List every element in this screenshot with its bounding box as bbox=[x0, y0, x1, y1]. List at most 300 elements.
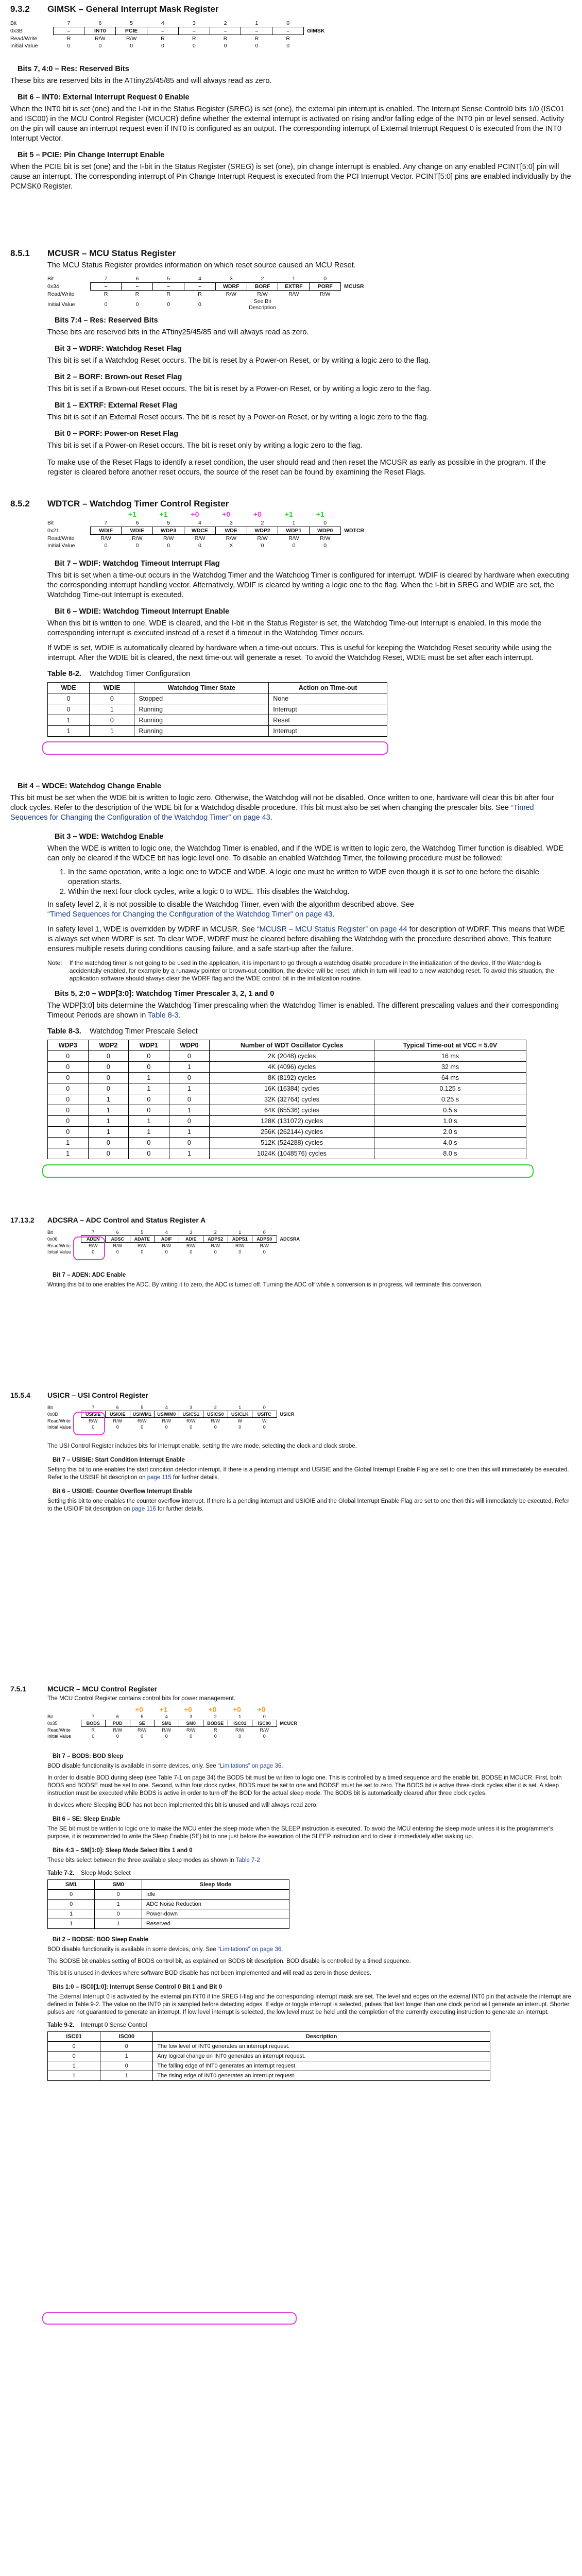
register-bit-cell: 2 bbox=[261, 520, 264, 526]
register-init-cell: 0 bbox=[104, 543, 108, 549]
register-row-label: Initial Value bbox=[47, 301, 75, 308]
bit-text: In safety level 1, WDE is overridden by WDRF in MCUSR. See “MCUSR – MCU Status Register” on page 44 for description of WDRF. This means that WDE is always set when WDRF is set. To clear WDE, WDRF must be cleared before disabling the Watchdog with the procedure described above. This feature ensures multiple resets during conditions causing failure, and a safe start-up after the failure. bbox=[47, 925, 565, 953]
register-name-cell: ADSC bbox=[106, 1236, 130, 1243]
register-init-cell: 0 bbox=[92, 1734, 95, 1739]
section-adcsra bbox=[10, 1216, 572, 1386]
table-header-row bbox=[48, 1040, 526, 1051]
register-rw-cell: W bbox=[237, 1418, 242, 1423]
register-bit-row bbox=[47, 519, 377, 527]
register-spacer bbox=[341, 291, 377, 298]
table-cell: 0 bbox=[95, 1909, 142, 1919]
register-bit-cell: 4 bbox=[161, 20, 164, 26]
register-rw-cell: R/W bbox=[89, 1243, 98, 1248]
register-rw-cell: R/W bbox=[113, 1727, 122, 1733]
register-spacer bbox=[277, 1229, 305, 1236]
table-cell: 0 bbox=[48, 2052, 100, 2061]
bit-text: This bit must be set when the WDE bit is written to logic zero. Otherwise, the Watchdog will not be disabled. Once written to one, hardware will clear this bit after four clock cycles. Refer to the description of the WDE bit for a Watchdog disable procedure. This bit must also be set when changing the prescaler bits. See “Timed Sequences for Changing the Configuration of the Watchdog Timer” on page 43. bbox=[10, 794, 555, 822]
register-address: 0x0D bbox=[47, 1412, 59, 1417]
table-cell: 0.125 s bbox=[374, 1083, 526, 1094]
table-cell: 1 bbox=[129, 1127, 169, 1138]
register-init-cell: 0 bbox=[263, 1734, 266, 1739]
table-cell: 1 bbox=[169, 1127, 210, 1138]
bit-annotation: +1 bbox=[159, 1705, 168, 1714]
register-row-label: Bit bbox=[47, 276, 54, 282]
register-spacer bbox=[277, 1733, 305, 1739]
register-name-cell: – bbox=[241, 27, 272, 35]
register-bit-cell: 7 bbox=[92, 1714, 95, 1719]
cross-reference-link[interactable]: Table 8-3. bbox=[148, 1011, 181, 1020]
register-bit-cell: 7 bbox=[67, 20, 71, 26]
table-header-row bbox=[48, 683, 387, 693]
table-row bbox=[48, 1116, 526, 1127]
bit-text: This bit is set when a time-out occurs in the Watchdog Timer and the Watchdog Timer is configured for interrupt. WDIF is cleared by hardware when executing the corresponding interrupt handling vector. Alternatively, WDIF is cleared by writing a logic one to the flag. When the I-bit in SREG and WDIE are set, the Watchdog Time-out Interrupt is executed. bbox=[47, 571, 569, 599]
table-header-cell: WDIE bbox=[90, 683, 134, 693]
register-rw-cell: R bbox=[286, 36, 290, 42]
register-name-cell: – bbox=[90, 283, 122, 291]
register-bit-cell: 1 bbox=[238, 1405, 242, 1410]
register-name-cell: BODS bbox=[81, 1720, 106, 1727]
table-cell: Interrupt bbox=[269, 704, 387, 715]
register-init-cell: 0 bbox=[141, 1734, 144, 1739]
bit-annotation: +1 bbox=[284, 510, 293, 518]
register-rw-cell: R bbox=[135, 291, 140, 297]
register-bit-cell: 5 bbox=[141, 1230, 144, 1235]
bit-text: In order to disable BOD during sleep (see Table 7-1 on page 34) the BODS bit must be written to logic one. This is controlled by a timed sequence and the enable bit, BODSE in MCUCR. First, both BODS and BODSE must be set to one. Second, within four clock cycles, BODS must be set to one and BODSE must be set to zero. The BODS bit is active three clock cycles after it is set. A sleep instruction must be executed while BODS is active in order to turn off the BOD for the actual sleep mode. The BODS bit is automatically cleared after three clock cycles. bbox=[47, 1775, 562, 1797]
table-cell: 0 bbox=[48, 693, 90, 704]
register-init-cell: 0 bbox=[198, 301, 201, 308]
table-cell: Stopped bbox=[134, 693, 269, 704]
register-row-label: Read/Write bbox=[47, 1418, 71, 1423]
bit-text: BOD disable functionality is available in some devices, only. See “Limitations” on page 36. bbox=[47, 1763, 283, 1769]
register-bit-cell: 5 bbox=[130, 20, 133, 26]
register-init-cell: 0 bbox=[116, 1249, 119, 1255]
bit-annotation: +0 bbox=[222, 510, 231, 518]
register-name-cell: WDP1 bbox=[278, 527, 310, 535]
register-init-cell: 0 bbox=[224, 43, 227, 49]
table-cell: 1 bbox=[129, 1083, 169, 1094]
table-cell: 128K (131072) cycles bbox=[210, 1116, 374, 1127]
table-cell: 0 bbox=[169, 1094, 210, 1105]
register-rw-cell: R bbox=[104, 291, 108, 297]
register-name: MCUSR bbox=[344, 283, 364, 290]
table-header-cell: Watchdog Timer State bbox=[134, 683, 269, 693]
bit-text: These bits select between the three available sleep modes as shown in Table 7-2 bbox=[47, 1857, 260, 1863]
register-init-cell: 0 bbox=[130, 43, 133, 49]
register-rw-cell: R/W bbox=[163, 535, 174, 541]
register-init-cell: 0 bbox=[292, 543, 296, 549]
table-cell: 0 bbox=[48, 1127, 89, 1138]
register-row-label: Bit bbox=[47, 1714, 53, 1720]
bit-heading: Bits 7:4 – Res: Reserved Bits bbox=[55, 316, 158, 325]
register-name-cell: PORF bbox=[310, 283, 341, 291]
table-row bbox=[48, 2061, 490, 2071]
register-bit-cell: 1 bbox=[292, 520, 296, 526]
section-title: USICR – USI Control Register bbox=[47, 1391, 149, 1399]
table-cell: 1 bbox=[48, 1138, 89, 1148]
register-init-cell: 0 bbox=[192, 43, 196, 49]
register-bit-cell: 0 bbox=[323, 276, 327, 282]
register-name-cell: INT0 bbox=[84, 27, 116, 35]
table-cell: Reset bbox=[269, 715, 387, 726]
register-bit-cell: 4 bbox=[198, 520, 201, 526]
section-title: GIMSK – General Interrupt Mask Register bbox=[47, 4, 219, 14]
register-spacer bbox=[341, 298, 377, 311]
register-bit-cell: 3 bbox=[190, 1405, 193, 1410]
register-init-cell: 0 bbox=[286, 43, 290, 49]
register-address: 0x21 bbox=[47, 528, 59, 534]
register-bit-cell: 3 bbox=[190, 1714, 193, 1719]
register-bit-cell: 0 bbox=[263, 1405, 266, 1410]
bit-text: When the INT0 bit is set (one) and the I-bit in the Status Register (SREG) is set (one), the external pin interrupt is enabled. The Interrupt Sense Control0 bits 1/0 (ISC01 and ISC00) in the MCU Control Register (MCUCR) define whether the external interrupt is activated on rising and/or falling edge of the INT0 pin or level sensed. Activity on the pin will cause an interrupt request even if INT0 is configured as an output. The corresponding interrupt of External Interrupt Request 0 is executed from the INT0 Interrupt Vector. bbox=[10, 105, 564, 143]
register-bit-row bbox=[47, 1714, 305, 1720]
table-row bbox=[48, 1890, 289, 1900]
register-row-label: Bit bbox=[47, 520, 54, 527]
procedure-list bbox=[47, 868, 572, 897]
bit-text: When the WDE is written to logic one, the Watchdog Timer is enabled, and if the WDE is written to logic zero, the Watchdog Timer function is disabled. WDE can only be cleared if the WDCE bit has logic level one. To disable an enabled Watchdog Timer, the following procedure must be followed: bbox=[47, 844, 564, 862]
bit-annotation: +0 bbox=[233, 1705, 241, 1714]
register-name-cell: WDP3 bbox=[153, 527, 184, 535]
bit-heading: Bit 7 – BODS: BOD Sleep bbox=[53, 1753, 124, 1759]
table-cell: 1 bbox=[169, 1083, 210, 1094]
register-bit-cell: 2 bbox=[214, 1230, 217, 1235]
bit-text: Setting this bit to one enables the start condition detector interrupt. If there is a pending interrupt and USISIE and the Global Interrupt Enable Flag are set to one then this will immediately be executed. Refer to the USISIF bit description on page 115 for further details. bbox=[47, 1467, 569, 1481]
register-rw-cell: R bbox=[91, 1727, 95, 1733]
register-name-cell: – bbox=[153, 283, 184, 291]
bit-annotation: +0 bbox=[191, 510, 199, 518]
bit-text: The BODSE bit enables setting of BODS control bit, as explained on BODS bit description. BOD disable is controlled by a timed sequence. bbox=[47, 1958, 411, 1964]
register-init-cell bbox=[215, 298, 247, 311]
section-gimsk bbox=[10, 4, 572, 210]
register-rw-cell: R/W bbox=[186, 1727, 196, 1733]
table-cell: The falling edge of INT0 generates an interrupt request. bbox=[153, 2061, 490, 2071]
table-cell: 2K (2048) cycles bbox=[210, 1051, 374, 1062]
table-header-cell: Sleep Mode bbox=[142, 1880, 289, 1890]
register-init-cell: 0 bbox=[67, 43, 71, 49]
section-usicr bbox=[10, 1391, 572, 1680]
table-cell: 8.0 s bbox=[374, 1148, 526, 1159]
table-header-row bbox=[48, 1880, 289, 1890]
table-cell: 512K (524288) cycles bbox=[210, 1138, 374, 1148]
table-cell: 0 bbox=[48, 1900, 95, 1909]
section-number: 17.13.2 bbox=[10, 1216, 35, 1224]
register-spacer bbox=[341, 519, 377, 527]
table-cell: 0 bbox=[129, 1138, 169, 1148]
table-cell: The low level of INT0 generates an interrupt request. bbox=[153, 2042, 490, 2052]
table-row bbox=[48, 693, 387, 704]
register-bit-cell: 2 bbox=[261, 276, 264, 282]
register-rw-cell: R/W bbox=[211, 1243, 220, 1248]
bit-text: This bit is set if an External Reset occurs. The bit is reset by a Power-on Reset, or by writing a logic zero to the flag. bbox=[47, 413, 429, 421]
table-cell: 1 bbox=[169, 1062, 210, 1073]
table-cell: 0 bbox=[129, 1094, 169, 1105]
table-cell: None bbox=[269, 693, 387, 704]
register-init-cell: X bbox=[229, 543, 233, 549]
table-cell: 1 bbox=[48, 2071, 100, 2081]
table-cell: Idle bbox=[142, 1890, 289, 1900]
bit-heading: Bit 1 – EXTRF: External Reset Flag bbox=[55, 401, 178, 410]
table-cell: 0 bbox=[48, 1094, 89, 1105]
register-name-cell: SM0 bbox=[179, 1720, 203, 1727]
table-row bbox=[48, 1083, 526, 1094]
register-name-cell: USICS1 bbox=[179, 1411, 203, 1418]
register-init-cell: 0 bbox=[141, 1249, 144, 1255]
register-rw-cell: R/W bbox=[186, 1418, 196, 1423]
register-bit-cell: 3 bbox=[229, 276, 233, 282]
register-name-cell: WDP2 bbox=[247, 527, 278, 535]
table-cell: 64 ms bbox=[374, 1073, 526, 1083]
register-bit-cell: 6 bbox=[116, 1405, 119, 1410]
table-cell: 0 bbox=[88, 1083, 129, 1094]
register-name-cell: EXTRF bbox=[278, 283, 310, 291]
table-header-cell: Description bbox=[153, 2032, 490, 2042]
bit-heading: Bit 6 – USIOIE: Counter Overflow Interrupt Enable bbox=[53, 1488, 193, 1495]
table-row bbox=[48, 1900, 289, 1909]
section-title: MCUSR – MCU Status Register bbox=[47, 248, 176, 258]
cross-reference-link[interactable]: page 115 bbox=[147, 1475, 172, 1481]
bit-annotation: +1 bbox=[159, 510, 168, 518]
table-cell: Reserved bbox=[142, 1919, 289, 1929]
section-wdtcr bbox=[10, 499, 572, 1210]
register-init-cell: See Bit Description bbox=[249, 298, 276, 311]
section-number: 8.5.2 bbox=[10, 499, 30, 509]
cross-reference-link[interactable]: “Limitations” on page 36 bbox=[217, 1946, 282, 1953]
bit-annotation: +0 bbox=[135, 1705, 143, 1714]
bit-annotation: +1 bbox=[316, 510, 324, 518]
table-cell: 0 bbox=[169, 1116, 210, 1127]
register-name-cell: WDRF bbox=[215, 283, 247, 291]
section-title: MCUCR – MCU Control Register bbox=[47, 1685, 158, 1693]
register-row-label: Bit bbox=[47, 1405, 53, 1411]
bit-heading: Bit 2 – BORF: Brown-out Reset Flag bbox=[55, 373, 182, 381]
bit-heading: Bit 7 – USISIE: Start Condition Interrupt Enable bbox=[53, 1457, 185, 1463]
table-prescale-select bbox=[47, 1040, 526, 1159]
register-name-cell: – bbox=[272, 27, 304, 35]
cross-reference-link[interactable]: Table 7-2 bbox=[235, 1857, 260, 1863]
register-rw-cell: R/W bbox=[260, 1243, 269, 1248]
section-number: 8.5.1 bbox=[10, 248, 30, 258]
bit-annotation: +0 bbox=[208, 1705, 217, 1714]
register-name: GIMSK bbox=[307, 28, 325, 34]
highlight-box bbox=[42, 741, 388, 755]
register-name-cell: USICS0 bbox=[203, 1411, 228, 1418]
register-rw-cell: R bbox=[166, 291, 170, 297]
register-name-cell: ADIE bbox=[179, 1236, 203, 1243]
bit-heading: Bits 1:0 – ISC0[1:0]: Interrupt Sense Control 0 Bit 1 and Bit 0 bbox=[53, 1984, 222, 1990]
bit-text: The External Interrupt 0 is activated by the external pin INT0 if the SREG I-flag and the corresponding interrupt mask are set. The level and edges on the external INT0 pin that activate the interrupt are defined in Table 9-2. The value on the INT0 pin is sampled before detecting edges. If edge or toggle interrupt is selected, pulses that last longer than one clock period will generate an interrupt. Shorter pulses are not guaranteed to generate an interrupt. If low level interrupt is selected, the low level must be held until the completion of the currently executing instruction to generate an interrupt. bbox=[47, 1994, 571, 2015]
register-rw-cell: R/W bbox=[162, 1418, 171, 1423]
register-rw-cell: R/W bbox=[257, 535, 268, 541]
register-spacer bbox=[277, 1727, 305, 1734]
register-bit-cell: 5 bbox=[141, 1714, 144, 1719]
table-cell: 0 bbox=[129, 1105, 169, 1116]
table-cell: 1 bbox=[88, 1127, 129, 1138]
register-rw-cell: R/W bbox=[260, 1727, 269, 1733]
register-row-label: Read/Write bbox=[47, 291, 75, 297]
register-init-cell: 0 bbox=[141, 1425, 144, 1430]
register-rw-cell: R/W bbox=[113, 1243, 122, 1248]
register-bit-cell: 1 bbox=[292, 276, 296, 282]
register-bit-cell: 7 bbox=[104, 276, 108, 282]
register-bit-cell: 1 bbox=[238, 1714, 242, 1719]
table-cell: 4K (4096) cycles bbox=[210, 1062, 374, 1073]
register-address: 0x35 bbox=[47, 1721, 58, 1726]
register-address: 0x3B bbox=[10, 28, 23, 34]
register-name-cell: ISC00 bbox=[252, 1720, 277, 1727]
register-bit-cell: 7 bbox=[92, 1405, 95, 1410]
register-bits-row bbox=[47, 283, 377, 291]
table-sleep-mode bbox=[47, 1879, 289, 1929]
register-name-cell: ADPS2 bbox=[203, 1236, 228, 1243]
register-bit-cell: 6 bbox=[116, 1230, 119, 1235]
table-cell: 0 bbox=[48, 1890, 95, 1900]
register-bit-cell: 6 bbox=[135, 520, 139, 526]
register-rw-row bbox=[47, 291, 377, 298]
register-bit-cell: 0 bbox=[323, 520, 327, 526]
register-rw-cell: R/W bbox=[288, 535, 299, 541]
register-row-label: Read/Write bbox=[47, 1727, 71, 1733]
table-cell: 0 bbox=[88, 1148, 129, 1159]
table-row bbox=[48, 1919, 289, 1929]
register-rw-cell: R/W bbox=[319, 291, 331, 297]
table-cell: 1 bbox=[95, 1919, 142, 1929]
register-name-cell: ADPS0 bbox=[252, 1236, 277, 1243]
register-name-cell: ADEN bbox=[81, 1236, 106, 1243]
table-cell: 1 bbox=[48, 726, 90, 737]
table-cell: 0 bbox=[169, 1051, 210, 1062]
table-cell: 256K (262144) cycles bbox=[210, 1127, 374, 1138]
cross-reference-link[interactable]: page 116 bbox=[131, 1506, 156, 1512]
register-name-cell: SE bbox=[130, 1720, 155, 1727]
register-rw-cell: R/W bbox=[319, 535, 331, 541]
register-init-cell: 0 bbox=[238, 1425, 242, 1430]
register-init-cell: 0 bbox=[198, 543, 201, 549]
register-spacer bbox=[341, 535, 377, 543]
register-bit-cell: 5 bbox=[167, 276, 170, 282]
section-title: WDTCR – Watchdog Timer Control Register bbox=[47, 499, 229, 509]
bit-heading: Bit 7 – ADEN: ADC Enable bbox=[53, 1272, 126, 1278]
table-cell: 1 bbox=[48, 2061, 100, 2071]
table-cell: 0 bbox=[88, 1062, 129, 1073]
register-init-cell: 0 bbox=[190, 1734, 193, 1739]
register-spacer bbox=[277, 1249, 305, 1255]
table-header-cell: WDP2 bbox=[88, 1040, 129, 1051]
register-name-cell: WDCE bbox=[184, 527, 216, 535]
table-cell: Interrupt bbox=[269, 726, 387, 737]
register-bit-cell: 0 bbox=[263, 1714, 266, 1719]
register-init-cell: 0 bbox=[165, 1425, 168, 1430]
register-rw-row bbox=[10, 35, 340, 43]
register-rw-cell: R/W bbox=[186, 1243, 196, 1248]
section-title: ADCSRA – ADC Control and Status Register A bbox=[47, 1216, 206, 1224]
register-bit-cell: 2 bbox=[224, 20, 227, 26]
register-rw-cell: R/W bbox=[211, 1418, 220, 1423]
table-cell: 32 ms bbox=[374, 1062, 526, 1073]
register-init-cell: 0 bbox=[263, 1425, 266, 1430]
register-name-cell: USIOIE bbox=[106, 1411, 130, 1418]
highlight-box bbox=[42, 1164, 534, 1178]
table-cell: 0 bbox=[100, 2061, 153, 2071]
register-spacer bbox=[341, 542, 377, 549]
register-name-cell: USICLK bbox=[228, 1411, 252, 1418]
table-cell: 0 bbox=[129, 1148, 169, 1159]
table-row bbox=[48, 1148, 526, 1159]
register-init-cell: 0 bbox=[165, 1249, 168, 1255]
register-bit-row bbox=[47, 1404, 305, 1411]
register-name-cell: PCIE bbox=[116, 27, 147, 35]
register-init-row bbox=[47, 1733, 305, 1739]
bit-text: The WDP[3:0] bits determine the Watchdog Timer prescaling when the Watchdog Timer is enabled. The different prescaling values and their corresponding Timeout Periods are shown in Table 8-3. bbox=[47, 1002, 559, 1020]
table-cell: 1024K (1048576) cycles bbox=[210, 1148, 374, 1159]
register-bit-row bbox=[47, 275, 377, 283]
register-name-cell: ADATE bbox=[130, 1236, 155, 1243]
table-row bbox=[48, 1127, 526, 1138]
table-cell: 0 bbox=[90, 693, 134, 704]
register-name-cell: PUD bbox=[106, 1720, 130, 1727]
register-name-cell: WDIE bbox=[122, 527, 153, 535]
cross-reference-link[interactable]: “MCUSR – MCU Status Register” on page 44 bbox=[256, 925, 407, 934]
cross-reference-link[interactable]: “Limitations” on page 36 bbox=[217, 1763, 282, 1769]
table-cell: Running bbox=[134, 715, 269, 726]
table-header-cell: ISC00 bbox=[100, 2032, 153, 2042]
register-name-cell: WDIF bbox=[90, 527, 122, 535]
bit-text: If WDE is set, WDIE is automatically cleared by hardware when a time-out occurs. This is useful for keeping the Watchdog Reset security while using the interrupt. After the WDIE bit is cleared, the next time-out will generate a reset. To avoid the Watchdog Reset, WDIE must be set after each interrupt. bbox=[47, 644, 552, 662]
table-header-cell: WDP1 bbox=[129, 1040, 169, 1051]
table-cell: 0 bbox=[88, 1073, 129, 1083]
register-init-cell: 0 bbox=[92, 1425, 95, 1430]
bit-heading: Bit 3 – WDRF: Watchdog Reset Flag bbox=[55, 345, 182, 353]
table-cell: ADC Noise Reduction bbox=[142, 1900, 289, 1909]
register-bit-cell: 6 bbox=[116, 1714, 119, 1719]
register-bit-cell: 4 bbox=[165, 1714, 168, 1719]
bit-heading: Bit 3 – WDE: Watchdog Enable bbox=[55, 833, 164, 841]
table-row bbox=[48, 704, 387, 715]
register-init-cell: 0 bbox=[214, 1734, 217, 1739]
table-cell: 0.25 s bbox=[374, 1094, 526, 1105]
note-block: Note: If the watchdog timer is not going to be used in the application, it is important to go through a watchdog disable procedure in the initialization of the device. If the Watchdog is accidentally enabled, for example by a runaway pointer or brown-out condition, the device will be reset, which in turn will lead to a new watchdog reset. To avoid this situation, the application software should always clear the WDRF flag and the WDE control bit in the initialization routine. bbox=[47, 959, 554, 982]
table-row bbox=[48, 1073, 526, 1083]
table-cell: 1 bbox=[88, 1105, 129, 1116]
table-header-cell: Typical Time-out at VCC = 5.0V bbox=[374, 1040, 526, 1051]
table-cell: 16 ms bbox=[374, 1051, 526, 1062]
table-cell: 1.0 s bbox=[374, 1116, 526, 1127]
register-spacer bbox=[341, 275, 377, 283]
register-name: USICR bbox=[280, 1412, 295, 1417]
cross-reference-link[interactable]: “Timed Sequences for Changing the Configuration of the Watchdog Timer” on page 43 bbox=[10, 804, 534, 822]
register-init-cell: 0 bbox=[135, 301, 139, 308]
register-spacer bbox=[277, 1418, 305, 1425]
section-intro: The USI Control Register includes bits for interrupt enable, setting the wire mode, selecting the clock and clock strobe. bbox=[47, 1443, 357, 1449]
bit-annotations bbox=[47, 510, 377, 520]
table-cell: 16K (16384) cycles bbox=[210, 1083, 374, 1094]
table-cell: 0 bbox=[129, 1062, 169, 1073]
register-init-cell: 0 bbox=[214, 1249, 217, 1255]
table-cell: 1 bbox=[48, 1919, 95, 1929]
table-cell: 0 bbox=[90, 715, 134, 726]
register-init-cell: 0 bbox=[116, 1425, 119, 1430]
register-row-label: Initial Value bbox=[47, 543, 75, 549]
cross-reference-link[interactable]: “Timed Sequences for Changing the Configuration of the Watchdog Timer” on page 43. bbox=[47, 910, 335, 919]
register-init-cell: 0 bbox=[323, 543, 327, 549]
bit-heading: Bit 5 – PCIE: Pin Change Interrupt Enable bbox=[18, 151, 165, 159]
table-row bbox=[48, 1094, 526, 1105]
register-rw-cell: R bbox=[254, 36, 259, 42]
table-row bbox=[48, 1051, 526, 1062]
register-bits-row bbox=[47, 527, 377, 535]
register-rw-cell: R/W bbox=[194, 535, 206, 541]
table-header-cell: WDP3 bbox=[48, 1040, 89, 1051]
register-bit-cell: 2 bbox=[214, 1405, 217, 1410]
table-cell: 1 bbox=[48, 1148, 89, 1159]
